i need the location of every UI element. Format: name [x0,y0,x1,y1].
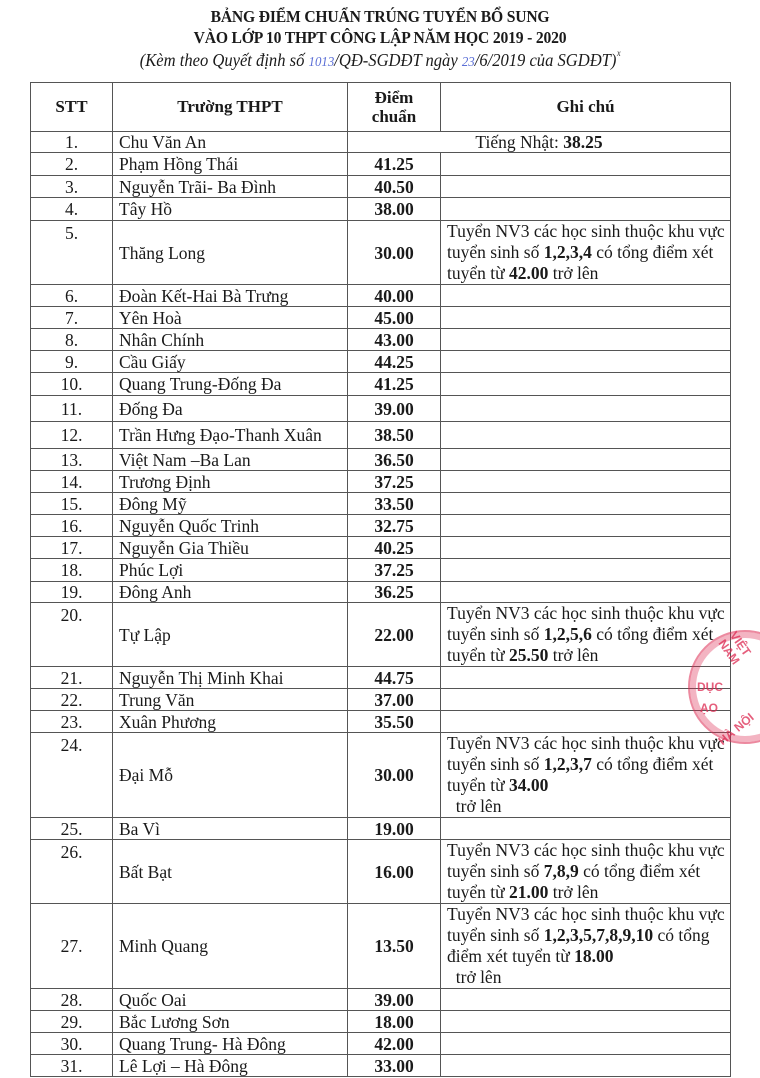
table-row [31,840,731,904]
row-note [441,329,731,351]
row-note [441,307,731,329]
table-row [31,603,731,667]
table-row [31,329,731,351]
row-score: 36.25 [348,582,441,603]
row-stt: 28. [31,989,113,1011]
column-header-score: Điểm chuẩn [348,83,441,132]
row-school-name: Đống Đa [113,396,348,422]
row-stt: 30. [31,1033,113,1055]
column-header-school: Trường THPT [113,83,348,132]
row-stt: 14. [31,471,113,493]
row-school-name: Nguyễn Quốc Trinh [113,515,348,537]
table-header-row [31,83,731,132]
row-note: Tuyển NV3 các học sinh thuộc khu vực tuyển sinh số 7,8,9 có tổng điểm xét tuyển từ 21.00 trở lên [441,840,731,904]
row-school-name: Đoàn Kết-Hai Bà Trưng [113,285,348,307]
row-school-name: Cầu Giấy [113,351,348,373]
row-stt: 12. [31,422,113,449]
row-stt: 17. [31,537,113,559]
row-stt: 25. [31,818,113,840]
table-row [31,132,731,153]
row-school-name: Lê Lợi – Hà Đông [113,1055,348,1077]
row-stt: 2. [31,153,113,176]
row-stt: 4. [31,198,113,221]
row-note [441,449,731,471]
row-note [441,396,731,422]
row-stt: 27. [31,904,113,989]
row-stt: 3. [31,176,113,198]
row-score: 45.00 [348,307,441,329]
row-stt: 21. [31,667,113,689]
row-score: 41.25 [348,373,441,396]
row-note [441,176,731,198]
table-row [31,493,731,515]
score-table [30,82,731,1077]
row-score: 16.00 [348,840,441,904]
row-note [441,373,731,396]
table-row [31,733,731,818]
row-school-name: Thăng Long [113,221,348,285]
row-school-name: Trương Định [113,471,348,493]
column-header-note: Ghi chú [441,83,731,132]
row-score: 39.00 [348,989,441,1011]
row-score: 42.00 [348,1033,441,1055]
row-note [441,818,731,840]
row-stt: 29. [31,1011,113,1033]
table-row [31,285,731,307]
row-stt: 11. [31,396,113,422]
row-school-name: Nhân Chính [113,329,348,351]
row-school-name: Nguyễn Gia Thiều [113,537,348,559]
stamp-text-top: VIỆT NAM [715,628,754,668]
row-school-name: Trần Hưng Đạo-Thanh Xuân [113,422,348,449]
row-merged-note: Tiếng Nhật: 38.25 [348,132,731,153]
row-school-name: Nguyễn Trãi- Ba Đình [113,176,348,198]
subtitle-mid: /QĐ-SGDĐT ngày [334,50,462,70]
row-score: 43.00 [348,329,441,351]
row-school-name: Phúc Lợi [113,559,348,582]
row-note [441,667,731,689]
row-score: 40.00 [348,285,441,307]
row-note [441,989,731,1011]
row-stt: 5. [31,221,113,285]
handwritten-decision-day: 23 [461,55,475,70]
row-school-name: Tự Lập [113,603,348,667]
stamp-text-bottom: HÀ NỘI [715,710,757,748]
row-score: 19.00 [348,818,441,840]
row-score: 44.25 [348,351,441,373]
table-row [31,537,731,559]
column-header-stt: STT [31,83,113,132]
row-school-name: Yên Hoà [113,307,348,329]
row-note [441,285,731,307]
table-row [31,471,731,493]
row-stt: 23. [31,711,113,733]
table-row [31,221,731,285]
row-stt: 10. [31,373,113,396]
row-school-name: Tây Hồ [113,198,348,221]
row-score: 33.50 [348,493,441,515]
row-school-name: Bắc Lương Sơn [113,1011,348,1033]
row-school-name: Minh Quang [113,904,348,989]
stamp-text-mid2: ẠO [700,701,718,715]
row-school-name: Nguyễn Thị Minh Khai [113,667,348,689]
row-note [441,537,731,559]
row-note [441,198,731,221]
table-row [31,559,731,582]
row-note [441,351,731,373]
row-score: 30.00 [348,733,441,818]
row-school-name: Bất Bạt [113,840,348,904]
row-note: Tuyển NV3 các học sinh thuộc khu vực tuyển sinh số 1,2,3,4 có tổng điểm xét tuyển từ 42.00 trở lên [441,221,731,285]
row-score: 38.50 [348,422,441,449]
table-row [31,515,731,537]
row-stt: 13. [31,449,113,471]
row-school-name: Phạm Hồng Thái [113,153,348,176]
row-note [441,559,731,582]
row-note [441,422,731,449]
row-score: 30.00 [348,221,441,285]
table-row [31,307,731,329]
row-note [441,689,731,711]
table-row [31,351,731,373]
table-row [31,667,731,689]
row-note [441,1011,731,1033]
row-score: 18.00 [348,1011,441,1033]
table-row [31,422,731,449]
row-score: 40.25 [348,537,441,559]
row-stt: 19. [31,582,113,603]
table-row [31,689,731,711]
row-stt: 15. [31,493,113,515]
row-stt: 7. [31,307,113,329]
table-row [31,153,731,176]
table-row [31,818,731,840]
row-stt: 6. [31,285,113,307]
table-row [31,449,731,471]
table-row [31,1055,731,1077]
row-stt: 1. [31,132,113,153]
row-score: 37.00 [348,689,441,711]
row-school-name: Ba Vì [113,818,348,840]
row-stt: 16. [31,515,113,537]
subtitle-suffix: /6/2019 của SGDĐT) [474,50,617,70]
row-score: 38.00 [348,198,441,221]
row-note [441,582,731,603]
document-subtitle [30,50,729,71]
document-title-line2: VÀO LỚP 10 THPT CÔNG LẬP NĂM HỌC 2019 - 2020 [193,28,567,47]
stamp-text-mid1: DỤC [697,680,723,694]
document-title-line1: BẢNG ĐIỂM CHUẨN TRÚNG TUYỂN BỔ SUNG [210,7,550,26]
row-score: 39.00 [348,396,441,422]
row-score: 22.00 [348,603,441,667]
table-row [31,904,731,989]
table-row [31,989,731,1011]
row-note: Tuyển NV3 các học sinh thuộc khu vực tuyển sinh số 1,2,5,6 có tổng điểm xét tuyển từ 25.50 trở lên [441,603,731,667]
row-score: 33.00 [348,1055,441,1077]
handwritten-decision-number: 1013 [308,55,335,70]
row-score: 35.50 [348,711,441,733]
row-score: 36.50 [348,449,441,471]
subtitle-prefix: (Kèm theo Quyết định số [139,50,309,70]
table-row [31,711,731,733]
table-row [31,1011,731,1033]
row-score: 32.75 [348,515,441,537]
row-score: 37.25 [348,471,441,493]
table-row [31,1033,731,1055]
row-note [441,515,731,537]
row-school-name: Đông Anh [113,582,348,603]
row-note [441,471,731,493]
row-school-name: Việt Nam –Ba Lan [113,449,348,471]
table-row [31,582,731,603]
row-stt: 20. [31,603,113,667]
row-school-name: Quốc Oai [113,989,348,1011]
row-stt: 24. [31,733,113,818]
row-school-name: Chu Văn An [113,132,348,153]
row-school-name: Xuân Phương [113,711,348,733]
table-row [31,176,731,198]
signature-mark-icon: ˣ [616,48,621,64]
row-note [441,153,731,176]
row-stt: 22. [31,689,113,711]
row-note: Tuyển NV3 các học sinh thuộc khu vực tuyển sinh số 1,2,3,7 có tổng điểm xét tuyển từ 34.00 trở lên [441,733,731,818]
row-stt: 31. [31,1055,113,1077]
table-row [31,373,731,396]
row-stt: 8. [31,329,113,351]
row-score: 40.50 [348,176,441,198]
row-note: Tuyển NV3 các học sinh thuộc khu vực tuyển sinh số 1,2,3,5,7,8,9,10 có tổng điểm xét tuyển từ 18.00 trở lên [441,904,731,989]
row-score: 13.50 [348,904,441,989]
row-school-name: Quang Trung- Hà Đông [113,1033,348,1055]
row-note [441,1055,731,1077]
row-note [441,1033,731,1055]
row-score: 44.75 [348,667,441,689]
row-school-name: Trung Văn [113,689,348,711]
table-row [31,198,731,221]
row-school-name: Đại Mỗ [113,733,348,818]
row-note [441,711,731,733]
table-row [31,396,731,422]
row-school-name: Quang Trung-Đống Đa [113,373,348,396]
row-score: 41.25 [348,153,441,176]
row-stt: 9. [31,351,113,373]
row-school-name: Đông Mỹ [113,493,348,515]
row-score: 37.25 [348,559,441,582]
row-stt: 26. [31,840,113,904]
row-note [441,493,731,515]
row-stt: 18. [31,559,113,582]
